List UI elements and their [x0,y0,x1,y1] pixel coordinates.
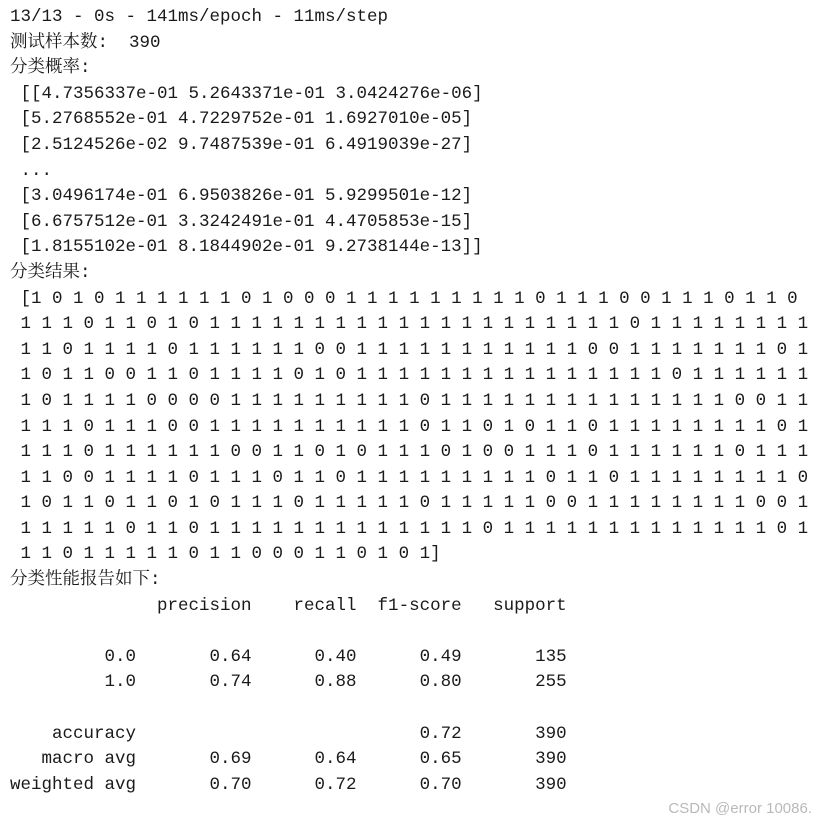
prediction-row: 1 1 1 0 1 1 0 1 0 1 1 1 1 1 1 1 1 1 1 1 1 1 1 1 1 1 1 1 1 0 1 1 1 1 1 1 1 1 [10,314,809,335]
report-row-accuracy: accuracy 0.72 390 [10,723,567,744]
prediction-row: 1 0 1 1 0 0 1 1 0 1 1 1 1 0 1 0 1 1 1 1 1 1 1 1 1 1 1 1 1 1 1 0 1 1 1 1 1 1 [10,365,809,386]
blank-line [10,619,820,645]
probability-row: [[4.7356337e-01 5.2643371e-01 3.0424276e-06] [10,83,483,104]
test-sample-count-line: 测试样本数: 390 [10,32,161,53]
report-row-class-0: 0.0 0.64 0.40 0.49 135 [10,646,567,667]
report-row-weighted-avg: weighted avg 0.70 0.72 0.70 390 [10,774,567,795]
prediction-row: 1 0 1 1 1 1 0 0 0 0 1 1 1 1 1 1 1 1 1 0 1 1 1 1 1 1 1 1 1 1 1 1 1 1 0 0 1 1 [10,390,809,411]
prediction-row: [1 0 1 0 1 1 1 1 1 1 0 1 0 0 0 1 1 1 1 1 1 1 1 1 0 1 1 1 0 0 1 1 1 0 1 1 0 [10,288,798,309]
blank-line [10,696,820,722]
probability-row: [5.2768552e-01 4.7229752e-01 1.6927010e-05] [10,109,473,130]
prediction-row: 1 1 1 1 1 0 1 1 0 1 1 1 1 1 1 1 1 1 1 1 1 1 0 1 1 1 1 1 1 1 1 1 1 1 1 1 0 1 [10,518,809,539]
report-row-class-1: 1.0 0.74 0.88 0.80 255 [10,672,567,693]
csdn-watermark: CSDN @error 10086. [668,800,812,817]
prediction-row: 1 1 1 0 1 1 1 1 1 1 0 0 1 1 0 1 0 1 1 1 0 1 0 0 1 1 1 0 1 1 1 1 1 1 0 1 1 1 [10,442,809,463]
prediction-row: 1 1 1 0 1 1 1 0 0 1 1 1 1 1 1 1 1 1 1 0 1 1 0 1 0 1 1 0 1 1 1 1 1 1 1 1 0 1 [10,416,809,437]
probability-row: [1.8155102e-01 8.1844902e-01 9.2738144e-13]] [10,237,483,258]
console-output [10,5,820,798]
prediction-row: 1 1 0 1 1 1 1 0 1 1 1 1 1 1 0 0 1 1 1 1 1 1 1 1 1 1 1 0 0 1 1 1 1 1 1 1 0 1 [10,339,809,360]
prediction-heading: 分类结果: [10,262,91,283]
prediction-row: 1 1 0 1 1 1 1 1 0 1 1 0 0 0 1 1 0 1 0 1] [10,544,441,565]
report-row-macro-avg: macro avg 0.69 0.64 0.65 390 [10,749,567,770]
probability-ellipsis: ... [10,160,53,181]
prediction-row: 1 0 1 1 0 1 1 0 1 0 1 1 1 0 1 1 1 1 1 0 1 1 1 1 1 0 0 1 1 1 1 1 1 1 1 0 0 1 [10,493,809,514]
epoch-progress-line: 13/13 - 0s - 141ms/epoch - 11ms/step [10,7,389,27]
probability-heading: 分类概率: [10,58,91,79]
probability-row: [2.5124526e-02 9.7487539e-01 6.4919039e-27] [10,134,473,155]
probability-row: [3.0496174e-01 6.9503826e-01 5.9299501e-12] [10,186,473,207]
report-heading: 分类性能报告如下: [10,570,161,591]
report-header-row: precision recall f1-score support [10,595,567,616]
prediction-row: 1 1 0 0 1 1 1 1 0 1 1 1 0 1 1 0 1 1 1 1 1 1 1 1 1 0 1 1 0 1 1 1 1 1 1 1 1 0 [10,467,809,488]
probability-row: [6.6757512e-01 3.3242491e-01 4.4705853e-15] [10,211,473,232]
